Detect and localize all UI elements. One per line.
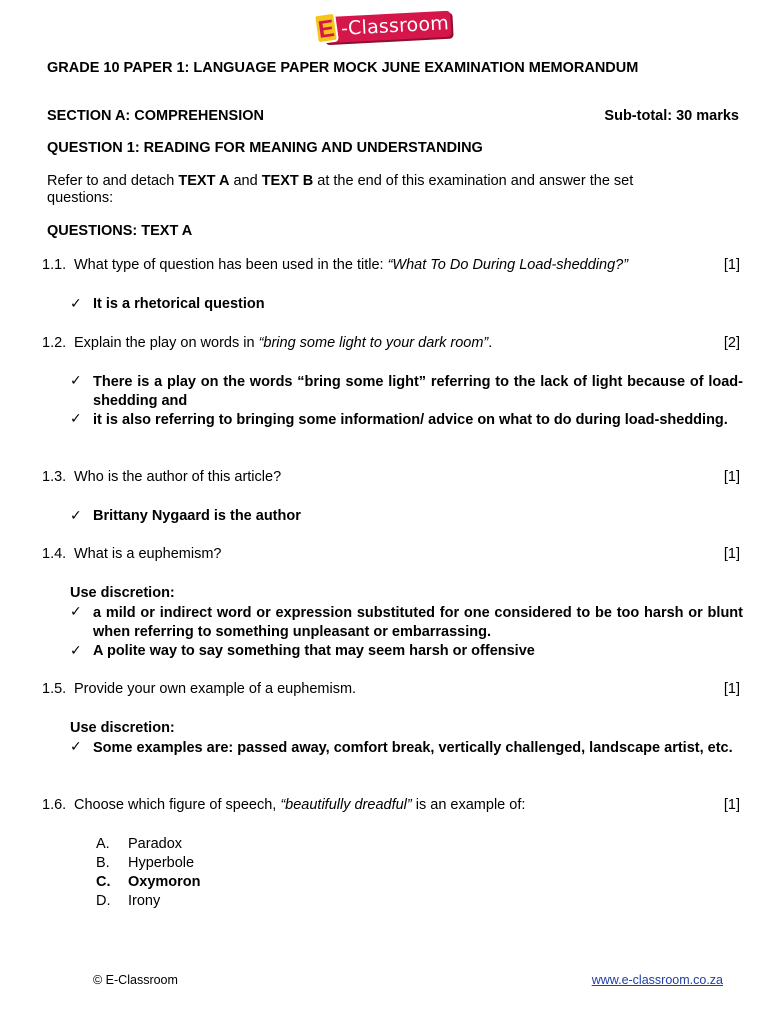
q1-4-question: What is a euphemism?	[74, 546, 222, 562]
q1-3-number: 1.3.	[42, 469, 67, 485]
option-label: Hyperbole	[128, 855, 195, 871]
q1-1-question	[74, 257, 628, 273]
question1-heading: QUESTION 1: READING FOR MEANING AND UNDERSTANDING	[47, 140, 483, 156]
q1-5-discretion: Use discretion:	[70, 720, 175, 736]
q1-6-end: is an example of:	[411, 797, 526, 813]
q1-1-quote: “What To Do During Load-shedding?”	[387, 257, 629, 273]
q1-6-number: 1.6.	[42, 797, 67, 813]
questions-text-a-heading: QUESTIONS: TEXT A	[47, 223, 193, 239]
option-letter: B.	[96, 855, 110, 871]
check-icon: ✓	[70, 642, 82, 658]
q1-5-question: Provide your own example of a euphemism.	[74, 681, 357, 697]
document-title: GRADE 10 PAPER 1: LANGUAGE PAPER MOCK JUNE EXAMINATION MEMORANDUM	[47, 60, 639, 76]
intro-and: and	[229, 173, 262, 189]
e-classroom-logo	[315, 12, 452, 46]
q1-5-number: 1.5.	[42, 681, 67, 697]
q1-4-answer1: a mild or indirect word or expression substituted for one considered to be too harsh or blunt when referring to something unpleasant or embarrassing.	[93, 605, 743, 640]
q1-4-marks: [1]	[723, 546, 740, 562]
check-icon: ✓	[70, 372, 82, 388]
footer-copyright: © E-Classroom	[93, 973, 178, 987]
q1-1-text: What type of question has been used in the title:	[74, 257, 388, 273]
check-icon: ✓	[70, 738, 82, 754]
q1-1-answer: It is a rhetorical question	[93, 296, 265, 312]
q1-6-text: Choose which figure of speech,	[74, 797, 281, 813]
check-icon: ✓	[70, 603, 82, 619]
q1-3-answer: Brittany Nygaard is the author	[93, 508, 301, 524]
option-label: Irony	[128, 893, 161, 909]
option-label-correct: Oxymoron	[128, 874, 201, 890]
q1-4-number: 1.4.	[42, 546, 67, 562]
q1-6-question	[74, 797, 525, 813]
q1-6-marks: [1]	[723, 797, 740, 813]
footer-website-link[interactable]: www.e-classroom.co.za	[591, 973, 723, 987]
q1-1-marks: [1]	[723, 257, 740, 273]
logo-text: -Classroom	[340, 12, 450, 40]
intro-line1	[47, 173, 633, 189]
intro-part2: at the end of this examination and answer the set	[313, 173, 634, 189]
option-label: Paradox	[128, 836, 183, 852]
q1-2-end: .	[488, 335, 493, 351]
q1-2-answer1: There is a play on the words “bring some light” referring to the lack of light because of load-shedding and	[93, 374, 743, 409]
logo-e-letter: E	[313, 12, 339, 45]
q1-3-question: Who is the author of this article?	[74, 469, 282, 485]
option-letter: A.	[96, 836, 110, 852]
section-a-heading: SECTION A: COMPREHENSION	[47, 108, 264, 124]
q1-2-question	[74, 335, 492, 351]
q1-3-marks: [1]	[723, 469, 740, 485]
q1-2-quote: “bring some light to your dark room”	[258, 335, 489, 351]
q1-4-answer2: A polite way to say something that may seem harsh or offensive	[93, 643, 535, 659]
q1-5-marks: [1]	[723, 681, 740, 697]
q1-2-number: 1.2.	[42, 335, 67, 351]
option-letter: D.	[96, 893, 111, 909]
q1-2-answer2: it is also referring to bringing some information/ advice on what to do during load-shedding.	[93, 412, 728, 428]
intro-line2: questions:	[47, 190, 114, 206]
q1-6-quote: “beautifully dreadful”	[280, 797, 412, 813]
option-letter-correct: C.	[96, 874, 111, 890]
q1-5-answer: Some examples are: passed away, comfort break, vertically challenged, landscape artist, etc.	[93, 740, 733, 756]
intro-text-b: TEXT B	[261, 173, 314, 189]
intro-part1: Refer to and detach	[47, 173, 179, 189]
check-icon: ✓	[70, 410, 82, 426]
check-icon: ✓	[70, 295, 82, 311]
intro-text-a: TEXT A	[178, 173, 230, 189]
q1-2-text: Explain the play on words in	[74, 335, 259, 351]
q1-2-marks: [2]	[723, 335, 740, 351]
q1-1-number: 1.1.	[42, 257, 67, 273]
section-a-subtotal: Sub-total: 30 marks	[604, 108, 739, 124]
check-icon: ✓	[70, 507, 82, 523]
q1-4-discretion: Use discretion:	[70, 585, 175, 601]
